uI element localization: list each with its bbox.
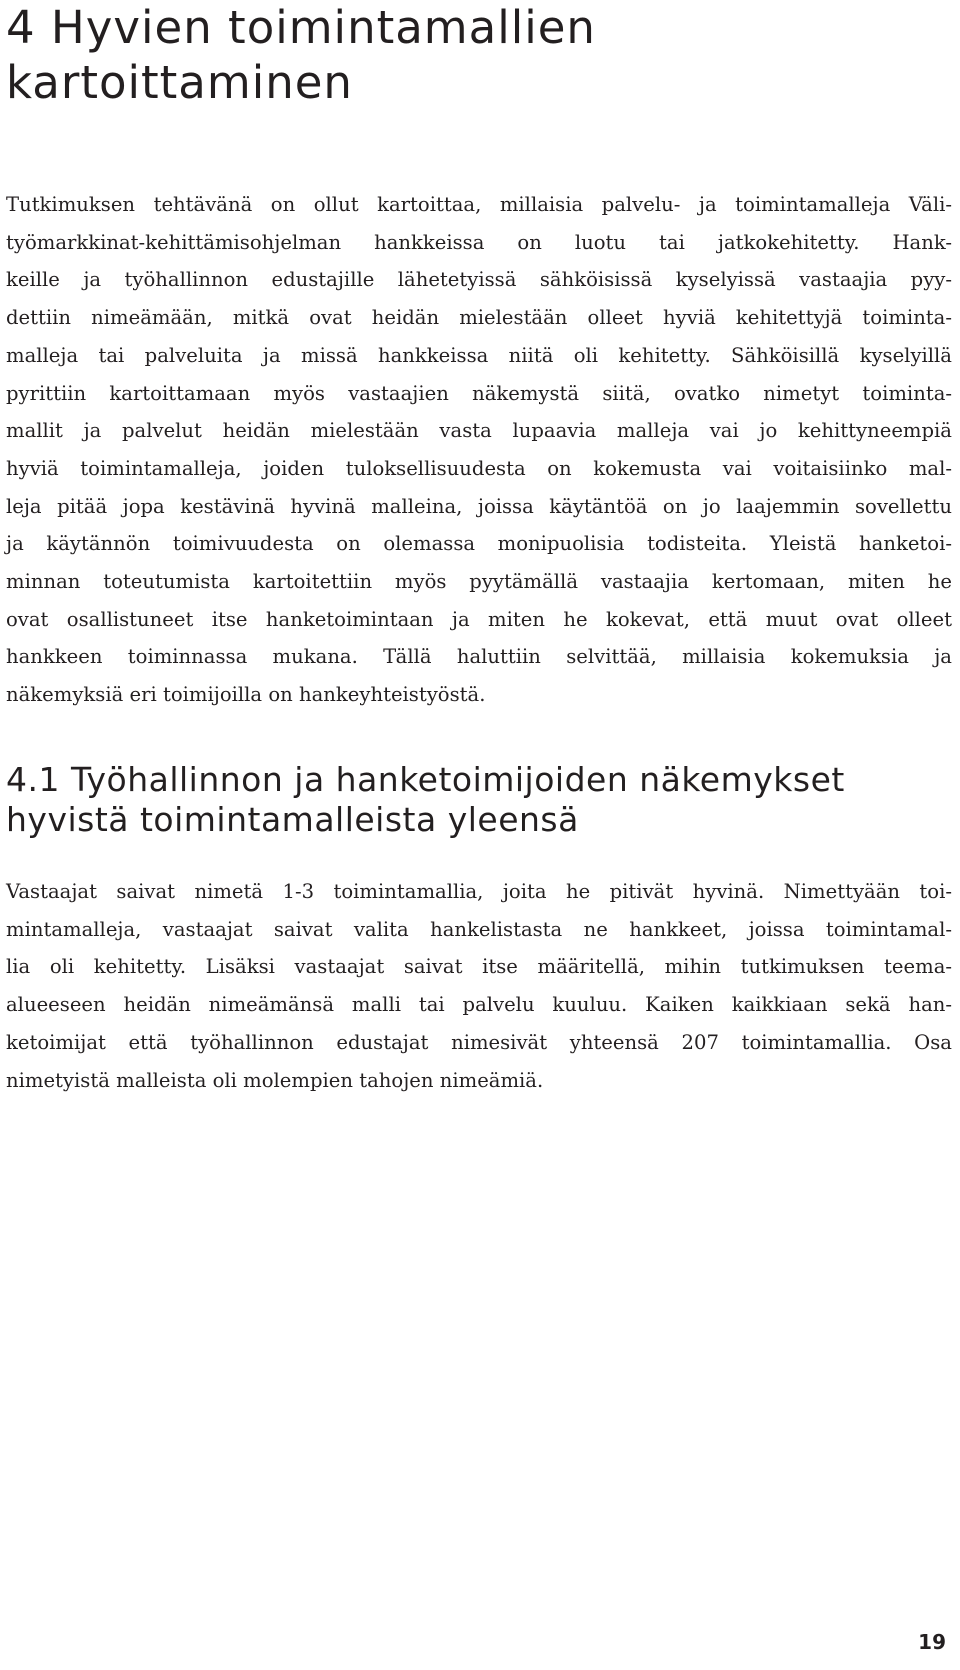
section-title: 4.1 Työhallinnon ja hanketoimijoiden näkemykset hyvistä toimintamalleista yleensä [6,760,845,839]
paragraph-line: näkemyksiä eri toimijoilla on hankeyhteistyöstä. [6,683,486,707]
paragraph-line: mallit ja palvelut heidän mielestään vasta lupaavia malleja vai jo kehittyneempiä [6,419,952,443]
intro-paragraph [6,186,952,714]
paragraph-line: Vastaajat saivat nimetä 1-3 toimintamallia, joita he pitivät hyvinä. Nimettyään toi- [6,880,952,903]
chapter-title: 4 Hyvien toimintamallien kartoittaminen [6,1,596,109]
paragraph-line: Tutkimuksen tehtävänä on ollut kartoittaa, millaisia palvelu- ja toimintamalleja Väli- [6,193,952,216]
paragraph-line: lia oli kehitetty. Lisäksi vastaajat saivat itse määritellä, mihin tutkimuksen teema- [6,955,952,979]
paragraph-line: työmarkkinat-kehittämisohjelman hankkeissa on luotu tai jatkokehitetty. Hank- [6,230,952,254]
section-paragraph [6,873,952,1099]
paragraph-line: dettiin nimeämään, mitkä ovat heidän mielestään olleet hyviä kehitettyjä toiminta- [6,306,952,330]
paragraph-line: minnan toteutumista kartoitettiin myös pyytämällä vastaajia kertomaan, miten he [6,570,952,594]
paragraph-line: ketoimijat että työhallinnon edustajat nimesivät yhteensä 207 toimintamallia. Osa [6,1030,952,1054]
paragraph-line: hyviä toimintamalleja, joiden tuloksellisuudesta on kokemusta vai voitaisiinko mal- [6,456,952,480]
paragraph-line: ja käytännön toimivuudesta on olemassa monipuolisia todisteita. Yleistä hanketoi- [6,532,952,556]
paragraph-line: pyrittiin kartoittamaan myös vastaajien näkemystä siitä, ovatko nimetyt toiminta- [6,381,952,405]
paragraph-line: mintamalleja, vastaajat saivat valita hankelistasta ne hankkeet, joissa toimintamal- [6,917,952,941]
paragraph-line: malleja tai palveluita ja missä hankkeissa niitä oli kehitetty. Sähköisillä kyselyillä [6,343,952,367]
paragraph-line: hankkeen toiminnassa mukana. Tällä haluttiin selvittää, millaisia kokemuksia ja [6,645,952,669]
paragraph-line: alueeseen heidän nimeämänsä malli tai palvelu kuuluu. Kaiken kaikkiaan sekä han- [6,993,952,1017]
paragraph-line: ovat osallistuneet itse hanketoimintaan ja miten he kokevat, että muut ovat olleet [6,607,952,631]
page-number: 19 [918,1630,946,1654]
paragraph-line: keille ja työhallinnon edustajille lähetetyissä sähköisissä kyselyissä vastaajia pyy- [6,268,952,292]
paragraph-line: nimetyistä malleista oli molempien tahojen nimeämiä. [6,1068,544,1092]
paragraph-line: leja pitää jopa kestävinä hyvinä malleina, joissa käytäntöä on jo laajemmin sovellettu [6,494,952,518]
